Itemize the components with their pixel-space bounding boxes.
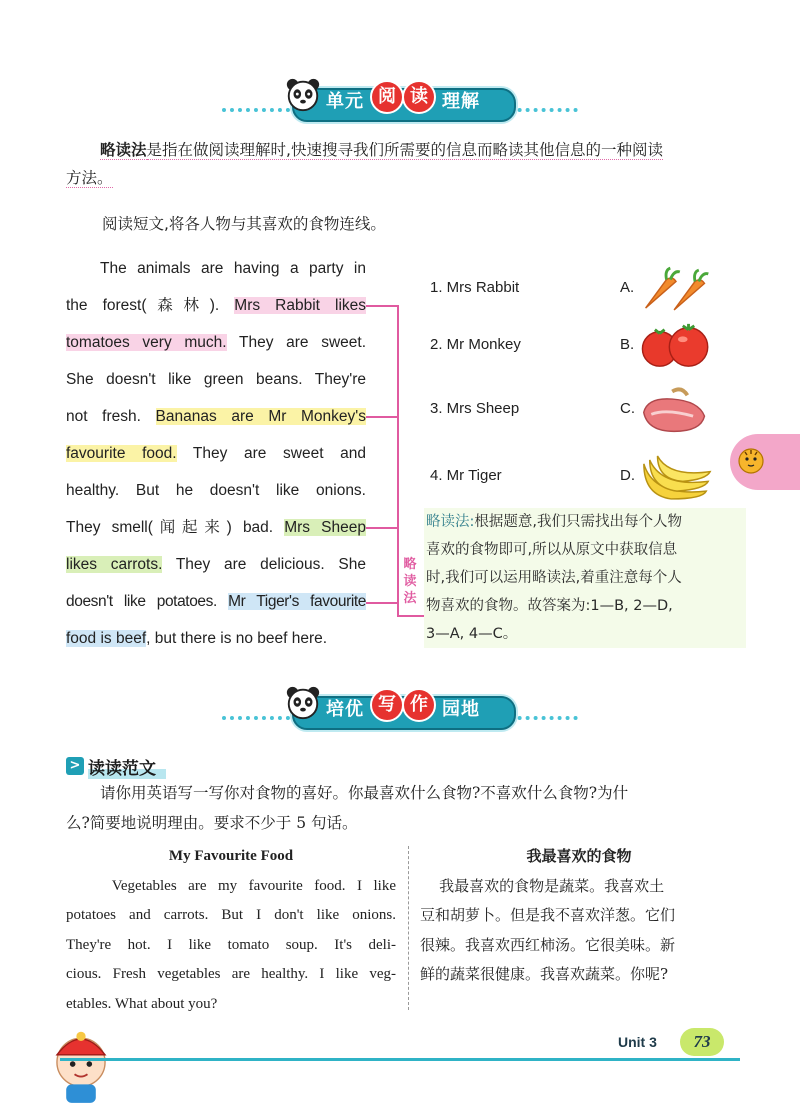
page-number: 73 [680,1028,724,1056]
bracket-line [397,615,425,617]
banner-circle-1: 写 [370,688,404,722]
bracket-line [397,305,399,617]
highlight-rabbit: tomatoes very much. [66,334,227,351]
passage-line: the forest(森林). [66,297,220,314]
banner-circle-2: 读 [402,80,436,114]
tomato-icon [638,322,716,370]
footer-line [60,1058,740,1061]
tiger-icon [736,446,766,476]
passage-line: They smell(闻起来) bad. [66,519,274,536]
tip-line: 时,我们可以运用略读法,着重注意每个人 [426,570,682,586]
passage-line: They are sweet. [239,334,367,351]
option-letter-d: D. [620,467,635,484]
panda-icon [284,76,322,114]
essay-line: 鲜的蔬菜很健康。我喜欢蔬菜。你呢? [420,965,669,983]
passage-line: not fresh. [66,408,141,425]
carrot-icon [638,266,714,314]
banner-right-text: 理解 [442,91,480,112]
option-letter-c: C. [620,400,635,417]
intro-term: 略读法 [100,141,147,159]
essay-line: cious. Fresh vegetables are healthy. I like veg- [66,966,396,982]
highlight-tiger: food is beef [66,630,147,647]
banner-circle-2: 作 [402,688,436,722]
tip-line: 3—A, 4—C。 [426,626,518,642]
essay-title-cn: 我最喜欢的食物 [526,847,632,865]
tip-line: 根据题意,我们只需找出每个人物 [474,514,682,530]
writing-banner [222,692,578,736]
unit-label: Unit 3 [618,1034,657,1050]
reading-passage [66,250,366,657]
intro-text: 是指在做阅读理解时,快速搜寻我们所需要的信息而略读其他信息的一种阅读 [146,141,663,159]
option-rabbit: 1. Mrs Rabbit [430,279,520,296]
bracket-line [366,602,398,604]
option-letter-a: A. [620,279,635,296]
option-letter-b: B. [620,336,635,353]
prompt-line: 请你用英语写一写你对食物的喜好。你最喜欢什么食物?不喜欢什么食物?为什 [100,784,629,802]
mascot-icon [44,1022,118,1108]
essay-line: 我最喜欢的食物是蔬菜。我喜欢土 [420,876,665,895]
essay-line: etables. What about you? [66,995,218,1012]
beef-icon [638,382,714,438]
passage-line: healthy. But he doesn't like onions. [66,482,366,499]
column-divider [408,846,409,1010]
task-instruction: 阅读短文,将各人物与其喜欢的食物连线。 [102,215,386,233]
essay-line: They're hot. I like tomato soup. It's deli- [66,936,396,953]
passage-line: The animals are having a party in [100,260,366,277]
banner-left-text: 培优 [326,699,364,720]
tip-line: 喜欢的食物即可,所以从原文中获取信息 [426,542,678,558]
option-tiger: 4. Mr Tiger [430,467,502,484]
skim-label: 略读法 [403,557,417,606]
highlight-rabbit: Mrs Rabbit likes [234,297,367,314]
bracket-line [366,305,398,307]
option-sheep: 3. Mrs Sheep [430,400,520,417]
essay-line: potatoes and carrots. But I don't like onions. [66,907,396,923]
tip-label: 略读法: [426,514,475,530]
essay-line: 豆和胡萝卜。但是我不喜欢洋葱。它们 [420,906,676,924]
section-title: 读读范文 [88,754,166,779]
passage-line: They are delicious. She [175,556,366,573]
tip-line: 物喜欢的食物。故答案为:1—B, 2—D, [426,598,673,614]
chinese-essay [420,842,738,990]
panda-icon [284,684,322,722]
arrow-icon: > [66,757,84,775]
essay-line: Vegetables are my favourite food. I like [66,877,396,894]
option-monkey: 2. Mr Monkey [430,336,521,353]
passage-line: She doesn't like green beans. They're [66,371,366,388]
passage-line: , but there is no beef here. [146,630,328,647]
essay-line: 很辣。我喜欢西红柿汤。它很美味。新 [420,935,676,954]
highlight-monkey: favourite food. [66,445,177,462]
banner-right-text: 园地 [442,699,480,720]
essay-title-en: My Favourite Food [168,848,294,864]
highlight-tiger: Mr Tiger's favourite [228,593,366,610]
reading-banner [222,84,578,128]
highlight-sheep: Mrs Sheep [284,519,366,536]
bracket-line [366,416,398,418]
writing-prompt [66,778,738,838]
passage-line: They are sweet and [192,445,367,462]
side-tab [730,434,800,490]
intro-text-2: 方法。 [66,169,113,187]
banner-circle-1: 阅 [370,80,404,114]
prompt-line: 么?简要地说明理由。要求不少于 5 句话。 [66,814,358,832]
intro-paragraph [66,136,738,192]
highlight-sheep: likes carrots. [66,556,163,573]
passage-line: doesn't like potatoes. [66,593,217,610]
skim-tip-box [424,508,746,648]
banner-left-text: 单元 [326,91,364,112]
highlight-monkey: Bananas are Mr Monkey's [155,408,366,425]
english-essay [66,842,396,1019]
bracket-line [366,527,398,529]
banana-icon [638,450,716,504]
